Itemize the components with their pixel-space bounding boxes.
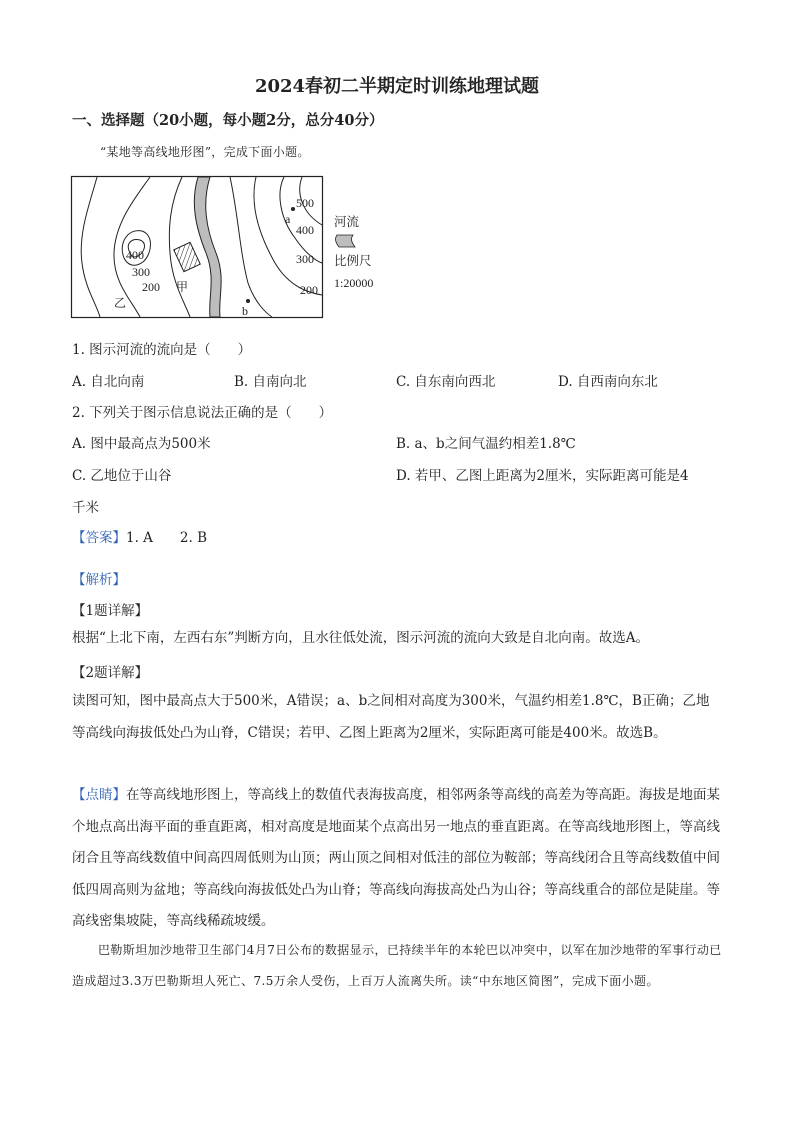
legend-river-swatch [336,235,355,247]
contour-label: 200 [142,280,160,294]
point-label-jia: 甲 [176,280,189,294]
detail1-text: 根据“上北下南，左西右东”判断方向，且水往低处流，图示河流的流向大致是自北向南。故选A。 [72,630,650,646]
q1-option-c[interactable]: C. 自东南向西北 [396,374,496,390]
contour-label: 400 [126,248,144,262]
q2-option-d-continued: 千米 [72,500,99,516]
contour-label: 300 [132,265,150,279]
contour-map [70,173,390,323]
contour-label: 400 [296,223,314,237]
legend-scale: 1:20000 [334,276,374,290]
page-title: 2024春初二半期定时训练地理试题 [254,76,540,97]
point-a-marker [291,207,295,211]
q1-option-d[interactable]: D. 自西南向东北 [558,374,658,390]
q2-option-b[interactable]: B. a、b之间气温约相差1.8℃ [396,436,576,452]
contour-label: 200 [300,283,318,297]
analysis-label: 【解析】 [72,572,126,588]
q2-stem: 2. 下列关于图示信息说法正确的是（ ） [72,405,333,421]
legend-scale-label: 比例尺 [334,254,372,268]
answer-line [72,526,207,546]
contour-label: 300 [296,252,314,266]
tip-label: 【点睛】 [72,787,126,803]
q1-option-a[interactable]: A. 自北向南 [72,374,145,390]
detail2-label: 【2题详解】 [72,665,149,681]
q2-option-c[interactable]: C. 乙地位于山谷 [72,468,172,484]
section-heading: 一、选择题（20小题，每小题2分，总分40分） [72,112,384,129]
q1-option-b[interactable]: B. 自南向北 [234,374,307,390]
tip-text: 在等高线地形图上，等高线上的数值代表海拔高度，相邻两条等高线的高差为等高距。海拔是地面某个地点高出海平面的垂直距离，相对高度是地面某个点高出另一地点的垂直距离。在等高线地形图上，等高线闭合且等高线数值中间高四周低则为山顶；两山顶之间相对低洼的部位为鞍部；等高线闭合且等高线数值中间低四周高则为盆地；等高线向海拔低处凸为山脊；等高线向海拔高处凸为山谷；等高线重合的部位是陡崖。等高线密集坡陡，等高线稀疏坡缓。 [72,787,720,929]
detail2-text: 读图可知，图中最高点大于500米，A错误；a、b之间相对高度为300米，气温约相差1.8℃，B正确；乙地等高线向海拔低处凸为山脊，C错误；若甲、乙图上距离为2厘米，实际距离可能是400米。故选B。 [72,693,710,741]
next-question-intro: 巴勒斯坦加沙地带卫生部门4月7日公布的数据显示，已持续半年的本轮巴以冲突中，以军在加沙地带的军事行动已造成超过3.3万巴勒斯坦人死亡、7.5万余人受伤，上百万人流离失所。读“中东地区简图”，完成下面小题。 [72,943,722,988]
question-intro: “某地等高线地形图”，完成下面小题。 [100,145,310,159]
detail1-label: 【1题详解】 [72,603,149,619]
q2-option-d[interactable]: D. 若甲、乙图上距离为2厘米，实际距离可能是4 [396,468,689,484]
tip-paragraph [72,780,722,938]
point-label-yi: 乙 [114,296,127,310]
q1-stem: 1. 图示河流的流向是（ ） [72,342,252,358]
contour-label: 500 [296,196,314,210]
point-b-marker [246,299,250,303]
legend-river-label: 河流 [334,215,360,229]
answer-label: 【答案】 [72,530,126,546]
point-label-b: b [242,304,248,318]
q2-option-a[interactable]: A. 图中最高点为500米 [72,436,211,452]
answer-text: 1. A 2. B [126,530,208,546]
point-label-a: a [285,212,291,226]
